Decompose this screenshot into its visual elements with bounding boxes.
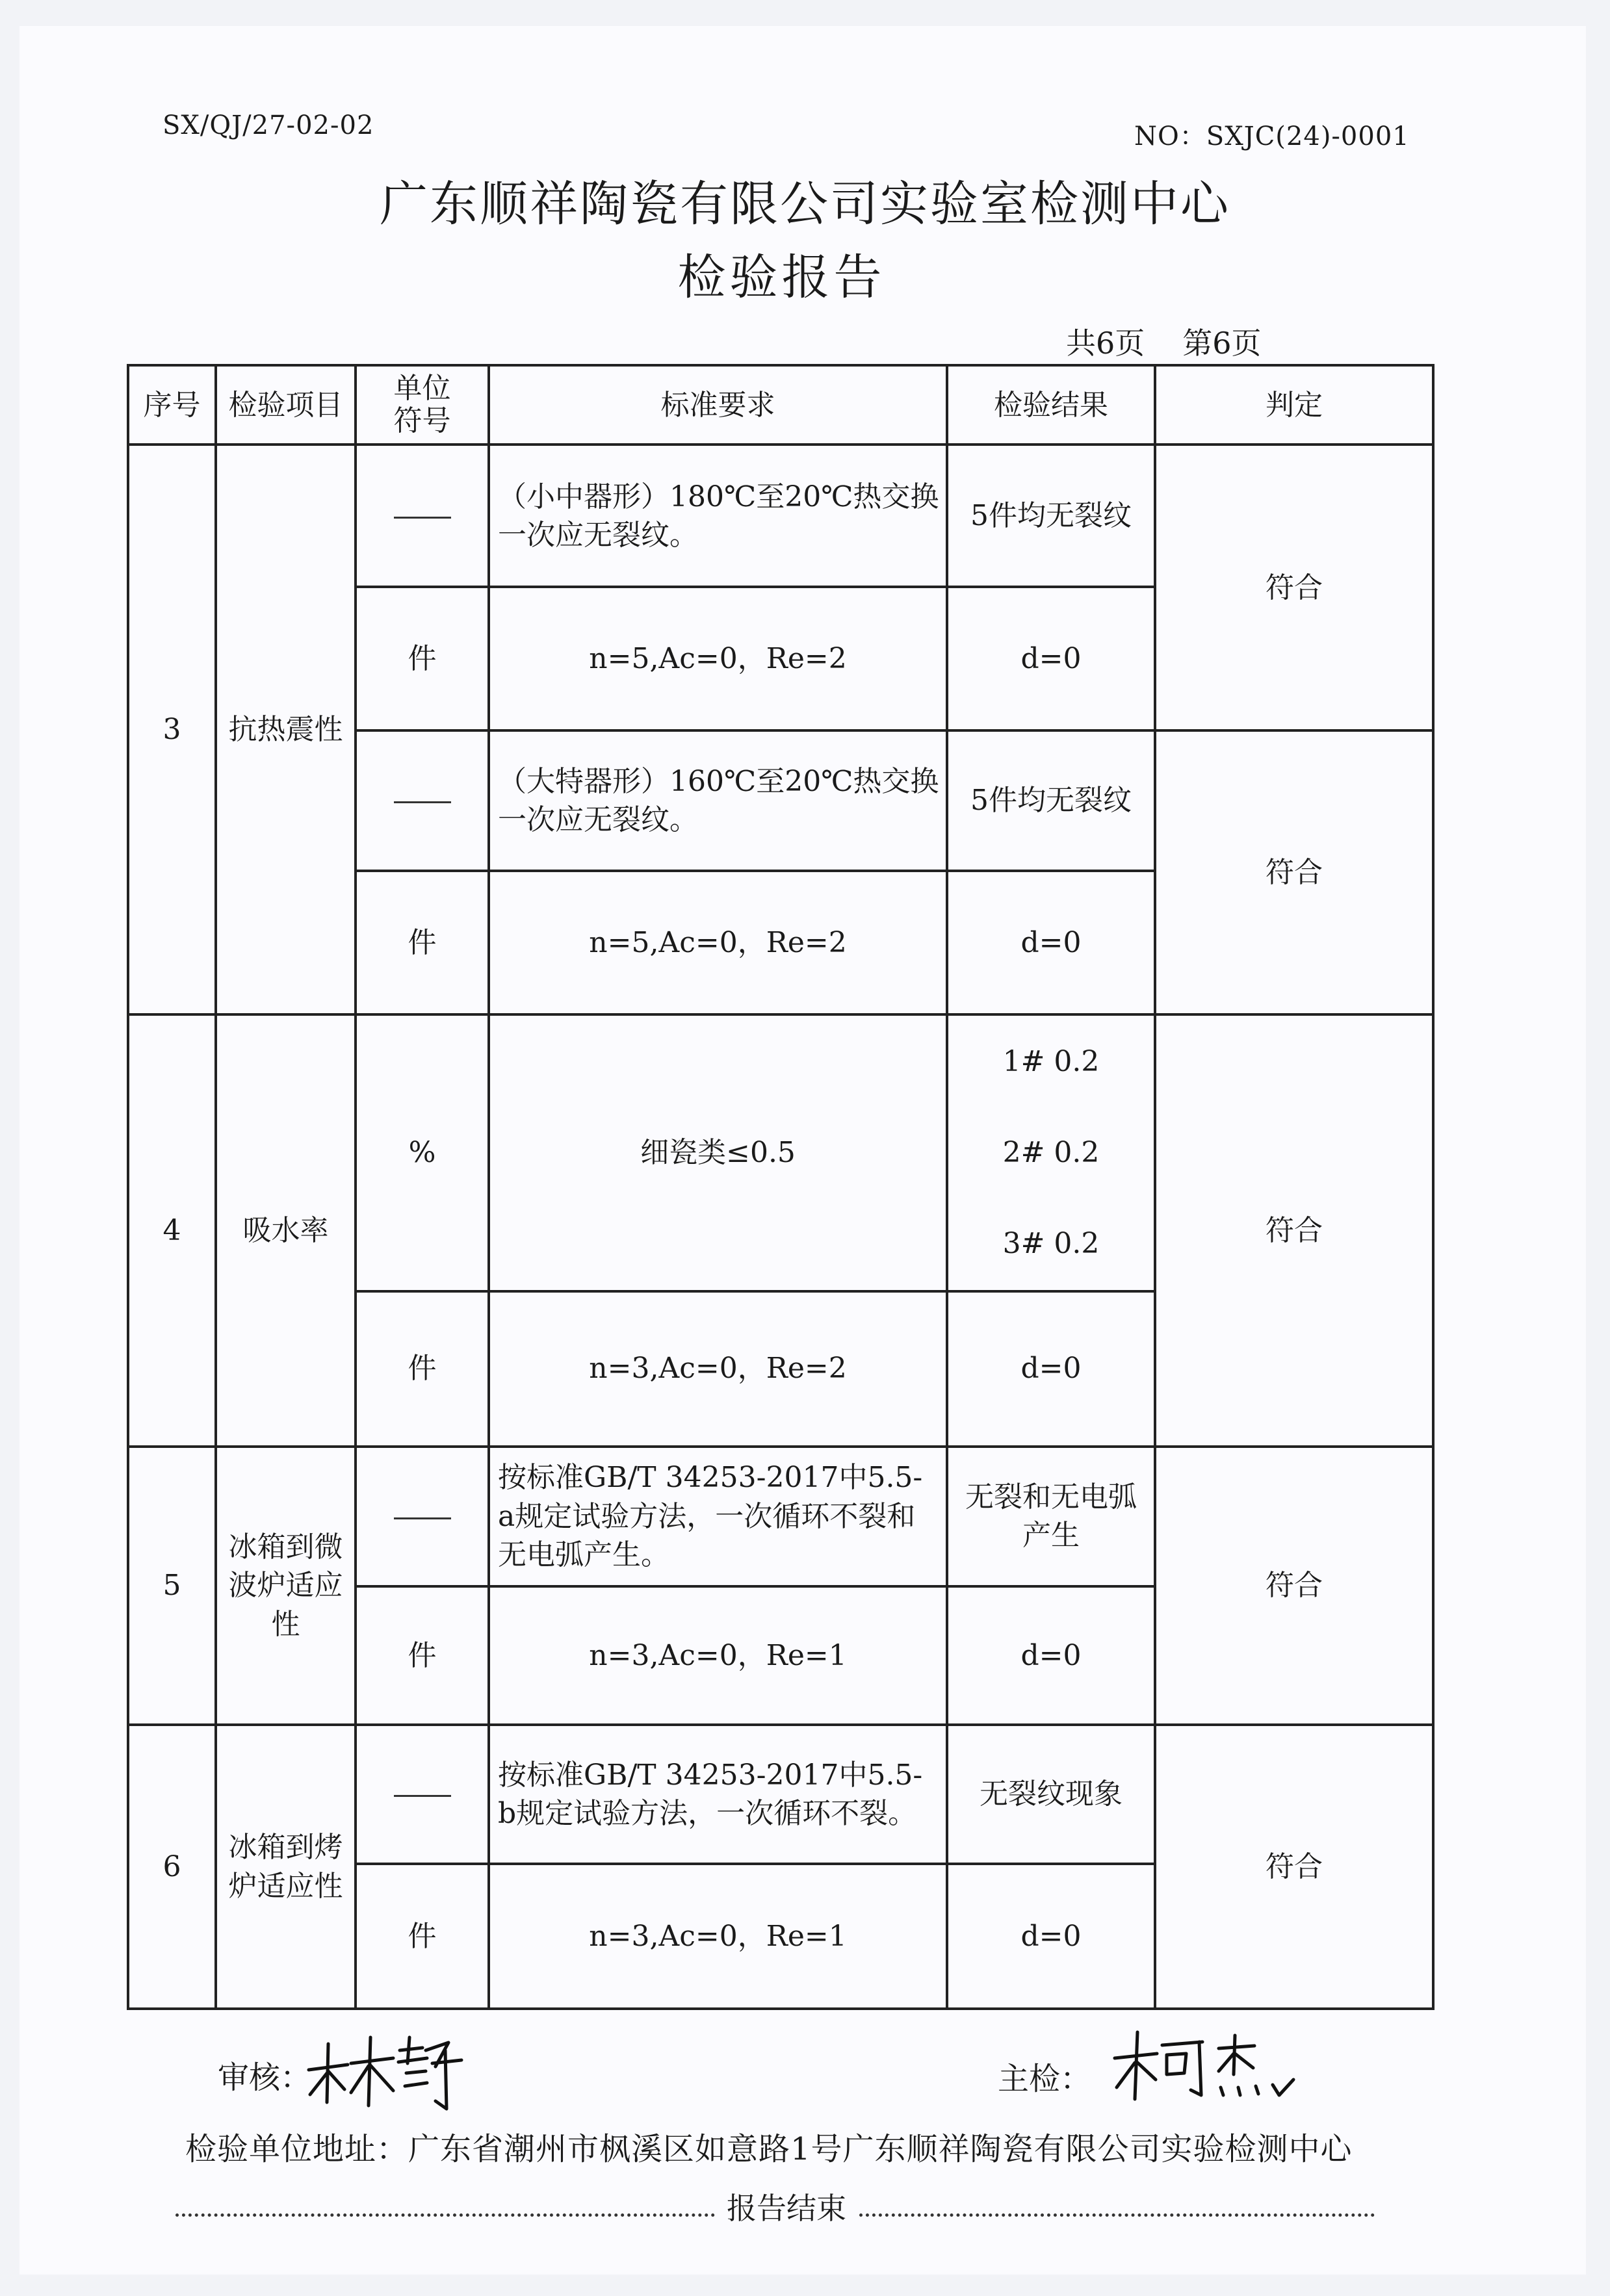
inspection-table xyxy=(127,364,1435,2010)
row5b-unit: 件 xyxy=(356,1586,489,1725)
row5b-result: d=0 xyxy=(947,1586,1155,1725)
result-line: 3# 0.2 xyxy=(1002,1226,1100,1260)
table-header-row xyxy=(128,365,1433,445)
row5-judgement: 符合 xyxy=(1155,1447,1433,1725)
row3a-result: 5件均无裂纹 xyxy=(947,445,1155,587)
current-page: 第6页 xyxy=(1182,326,1262,361)
row4a-result xyxy=(947,1014,1155,1291)
row5a-standard: 按标准GB/T 34253-2017中5.5-a规定试验方法，一次循环不裂和无电弧产生。 xyxy=(489,1447,947,1587)
row4a-unit: % xyxy=(356,1014,489,1291)
row6b-standard: n=3,Ac=0，Re=1 xyxy=(489,1864,947,2009)
table-row xyxy=(128,1725,1433,1864)
dash-mark xyxy=(394,801,451,803)
header-standard: 标准要求 xyxy=(489,365,947,445)
report-end-text: 报告结束 xyxy=(727,2191,846,2226)
row4a-standard: 细瓷类≤0.5 xyxy=(489,1014,947,1291)
report-number: NO：SXJC(24)-0001 xyxy=(1134,122,1410,151)
dash-mark xyxy=(394,1795,451,1797)
row3b-standard: n=5,Ac=0，Re=2 xyxy=(489,587,947,730)
inspection-unit-address: 检验单位地址：广东省潮州市枫溪区如意路1号广东顺祥陶瓷有限公司实验检测中心 xyxy=(185,2131,1353,2167)
reviewer-label: 审核： xyxy=(218,2059,312,2096)
header-result: 检验结果 xyxy=(947,365,1155,445)
dash-mark xyxy=(394,1517,451,1519)
row6a-standard: 按标准GB/T 34253-2017中5.5-b规定试验方法，一次循环不裂。 xyxy=(489,1725,947,1864)
row3b-unit: 件 xyxy=(356,587,489,730)
row3d-standard: n=5,Ac=0，Re=2 xyxy=(489,871,947,1014)
row6a-unit xyxy=(356,1725,489,1864)
table-row xyxy=(128,1014,1433,1291)
header-judgement: 判定 xyxy=(1155,365,1433,445)
header-unit xyxy=(356,365,489,445)
row3d-unit: 件 xyxy=(356,871,489,1014)
dotted-divider xyxy=(175,2213,715,2217)
inspector-signature xyxy=(1105,2022,1313,2113)
report-subtitle: 检验报告 xyxy=(677,250,886,305)
row3-item: 抗热震性 xyxy=(216,445,356,1014)
row5b-standard: n=3,Ac=0，Re=1 xyxy=(489,1586,947,1725)
result-line: 1# 0.2 xyxy=(1002,1044,1100,1078)
row3b-result: d=0 xyxy=(947,587,1155,730)
row6-item: 冰箱到烤炉适应性 xyxy=(216,1725,356,2009)
reviewer-signature xyxy=(302,2024,484,2115)
row4b-result: d=0 xyxy=(947,1291,1155,1447)
report-title: 广东顺祥陶瓷有限公司实验室检测中心 xyxy=(380,176,1230,232)
row6-judgement: 符合 xyxy=(1155,1725,1433,2009)
row6b-result: d=0 xyxy=(947,1864,1155,2009)
row4-item: 吸水率 xyxy=(216,1014,356,1447)
dash-mark xyxy=(394,517,451,519)
header-unit-line2: 符号 xyxy=(393,404,451,438)
row4-judgement: 符合 xyxy=(1155,1014,1433,1447)
row6-seq: 6 xyxy=(128,1725,216,2009)
header-item: 检验项目 xyxy=(216,365,356,445)
inspector-label: 主检： xyxy=(998,2061,1092,2097)
header-seq: 序号 xyxy=(128,365,216,445)
row5a-result: 无裂和无电弧产生 xyxy=(947,1447,1155,1587)
row5a-unit xyxy=(356,1447,489,1587)
header-unit-line1: 单位 xyxy=(393,371,451,405)
row3c-judgement: 符合 xyxy=(1155,730,1433,1014)
row5-seq: 5 xyxy=(128,1447,216,1725)
table-row xyxy=(128,1447,1433,1587)
row3d-result: d=0 xyxy=(947,871,1155,1014)
row3c-unit xyxy=(356,730,489,871)
row6a-result: 无裂纹现象 xyxy=(947,1725,1155,1864)
row5-item: 冰箱到微波炉适应性 xyxy=(216,1447,356,1725)
table-row xyxy=(128,445,1433,587)
page-indicator xyxy=(1066,320,1262,363)
row6b-unit: 件 xyxy=(356,1864,489,2009)
row4b-standard: n=3,Ac=0，Re=2 xyxy=(489,1291,947,1447)
document-code: SX/QJ/27-02-02 xyxy=(162,110,374,140)
row3a-unit xyxy=(356,445,489,587)
dotted-divider xyxy=(859,2213,1375,2217)
row3-seq: 3 xyxy=(128,445,216,1014)
row4b-unit: 件 xyxy=(356,1291,489,1447)
row3c-result: 5件均无裂纹 xyxy=(947,730,1155,871)
total-pages: 共6页 xyxy=(1066,326,1145,361)
row3c-standard: （大特器形）160℃至20℃热交换一次应无裂纹。 xyxy=(489,730,947,871)
row3a-standard: （小中器形）180℃至20℃热交换一次应无裂纹。 xyxy=(489,445,947,587)
row3a-judgement: 符合 xyxy=(1155,445,1433,730)
result-line: 2# 0.2 xyxy=(1002,1135,1100,1169)
row4-seq: 4 xyxy=(128,1014,216,1447)
